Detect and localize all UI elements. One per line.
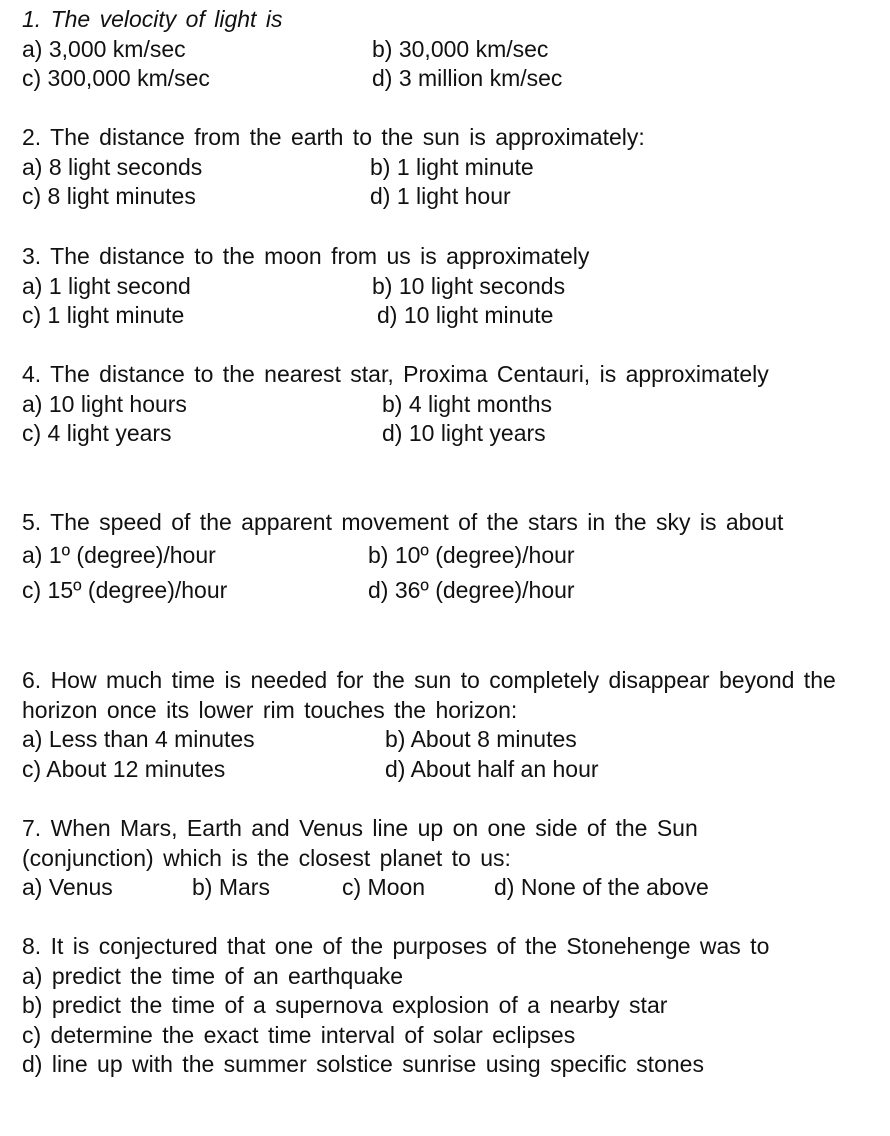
question-4-option-a[interactable]: a) 10 light hours xyxy=(22,390,187,417)
question-1-row-ab xyxy=(22,35,882,65)
question-3-option-c[interactable]: c) 1 light minute xyxy=(22,302,185,328)
question-5-option-d[interactable]: d) 36º (degree)/hour xyxy=(368,577,575,603)
question-8-option-d[interactable]: d) line up with the summer solstice sunrise using specific stones xyxy=(22,1051,704,1077)
question-8-option-b[interactable]: b) predict the time of a supernova explosion of a nearby star xyxy=(22,992,668,1018)
question-7-stem: 7. When Mars, Earth and Venus line up on one side of the Sun (conjunction) which is the closest planet to us: xyxy=(22,815,698,871)
question-4-row-cd xyxy=(22,419,882,449)
question-6-option-a[interactable]: a) Less than 4 minutes xyxy=(22,726,255,752)
question-7 xyxy=(22,814,882,903)
question-7-option-a[interactable]: a) Venus xyxy=(22,874,113,900)
question-4-option-b[interactable]: b) 4 light months xyxy=(382,390,553,417)
question-2-option-c[interactable]: c) 8 light minutes xyxy=(22,183,196,209)
question-6-row-ab xyxy=(22,725,882,755)
question-4-row-ab xyxy=(22,390,882,420)
question-2-option-d[interactable]: d) 1 light hour xyxy=(370,183,511,209)
question-5-option-b[interactable]: b) 10º (degree)/hour xyxy=(368,541,575,568)
question-2 xyxy=(22,123,882,212)
question-4 xyxy=(22,360,882,449)
question-1 xyxy=(22,5,882,94)
question-7-option-c[interactable]: c) Moon xyxy=(342,874,426,900)
question-8-stem: 8. It is conjectured that one of the purposes of the Stonehenge was to xyxy=(22,933,770,959)
question-2-row-ab xyxy=(22,153,882,183)
question-5-option-a[interactable]: a) 1º (degree)/hour xyxy=(22,541,216,568)
question-6-option-c[interactable]: c) About 12 minutes xyxy=(22,755,226,782)
question-3-option-a[interactable]: a) 1 light second xyxy=(22,272,191,299)
question-5-option-c[interactable]: c) 15º (degree)/hour xyxy=(22,577,228,603)
question-5-row-cd xyxy=(22,573,882,609)
question-6-row-cd xyxy=(22,755,882,785)
question-5-row-ab xyxy=(22,538,882,574)
question-6-stem: 6. How much time is needed for the sun to completely disappear beyond the horizon once its lower rim touches the horizon: xyxy=(22,667,836,723)
question-3-stem: 3. The distance to the moon from us is approximately xyxy=(22,243,590,269)
question-2-option-b[interactable]: b) 1 light minute xyxy=(370,153,534,180)
question-1-option-a[interactable]: a) 3,000 km/sec xyxy=(22,35,186,62)
question-3 xyxy=(22,242,882,331)
question-8-option-c[interactable]: c) determine the exact time interval of solar eclipses xyxy=(22,1021,576,1048)
question-7-row-abcd xyxy=(22,873,882,903)
question-5-stem: 5. The speed of the apparent movement of the stars in the sky is about xyxy=(22,509,784,535)
question-4-option-d[interactable]: d) 10 light years xyxy=(382,420,546,446)
question-2-row-cd xyxy=(22,182,882,212)
question-2-stem: 2. The distance from the earth to the sun is approximately: xyxy=(22,124,645,150)
question-8 xyxy=(22,932,882,1080)
question-1-option-c[interactable]: c) 300,000 km/sec xyxy=(22,65,210,91)
question-6-option-b[interactable]: b) About 8 minutes xyxy=(385,726,577,752)
question-7-option-d[interactable]: d) None of the above xyxy=(494,874,709,900)
question-5 xyxy=(22,508,882,609)
question-1-option-b[interactable]: b) 30,000 km/sec xyxy=(372,35,549,62)
question-3-option-d[interactable]: d) 10 light minute xyxy=(377,302,554,328)
question-4-stem: 4. The distance to the nearest star, Proxima Centauri, is approximately xyxy=(22,361,769,387)
question-8-option-a[interactable]: a) predict the time of an earthquake xyxy=(22,962,404,989)
question-3-row-cd xyxy=(22,301,882,331)
question-1-row-cd xyxy=(22,64,882,94)
question-4-option-c[interactable]: c) 4 light years xyxy=(22,420,172,446)
question-1-stem: 1. The velocity of light is xyxy=(22,6,283,32)
question-6 xyxy=(22,666,882,784)
question-3-option-b[interactable]: b) 10 light seconds xyxy=(372,272,566,299)
question-1-option-d[interactable]: d) 3 million km/sec xyxy=(372,65,563,91)
question-2-option-a[interactable]: a) 8 light seconds xyxy=(22,153,203,180)
question-3-row-ab xyxy=(22,272,882,302)
question-6-option-d[interactable]: d) About half an hour xyxy=(385,755,599,782)
question-7-option-b[interactable]: b) Mars xyxy=(192,874,270,900)
